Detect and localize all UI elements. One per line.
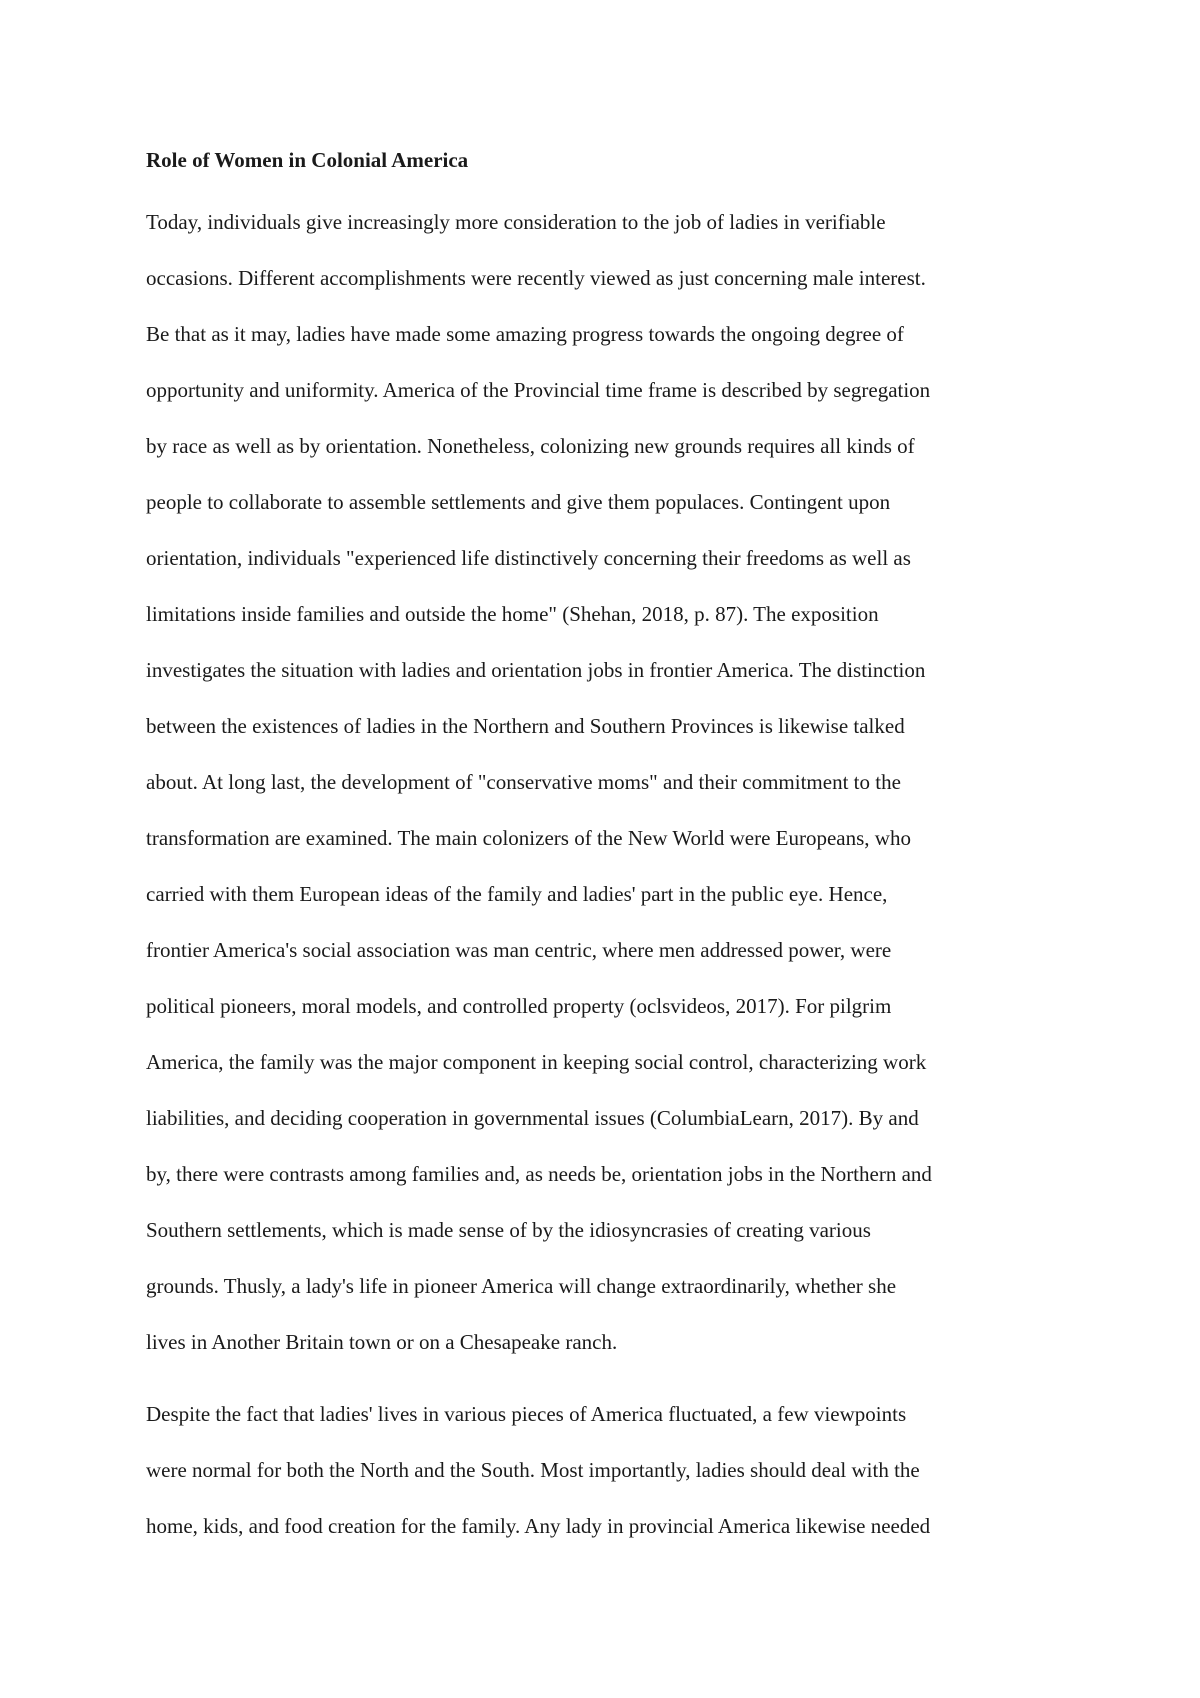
text-line: frontier America's social association was man centric, where men addressed power, were: [146, 938, 892, 962]
paragraph: [146, 194, 1076, 1370]
paragraph: [146, 1386, 1076, 1554]
text-line: liabilities, and deciding cooperation in governmental issues (ColumbiaLearn, 2017). By and: [146, 1106, 919, 1130]
text-line: America, the family was the major component in keeping social control, characterizing work: [146, 1050, 927, 1074]
document-page: [146, 140, 1076, 1554]
text-line: by, there were contrasts among families and, as needs be, orientation jobs in the Northern and: [146, 1162, 932, 1186]
text-line: transformation are examined. The main colonizers of the New World were Europeans, who: [146, 826, 911, 850]
text-line: between the existences of ladies in the Northern and Southern Provinces is likewise talked: [146, 714, 905, 738]
text-line: Southern settlements, which is made sense of by the idiosyncrasies of creating various: [146, 1218, 871, 1242]
text-line: opportunity and uniformity. America of the Provincial time frame is described by segregation: [146, 378, 931, 402]
text-line: about. At long last, the development of "conservative moms" and their commitment to the: [146, 770, 901, 794]
text-line: by race as well as by orientation. Nonetheless, colonizing new grounds requires all kinds of: [146, 434, 915, 458]
text-line: carried with them European ideas of the family and ladies' part in the public eye. Hence,: [146, 882, 888, 906]
text-line: were normal for both the North and the South. Most importantly, ladies should deal with the: [146, 1458, 920, 1482]
document-body: [146, 194, 1076, 1554]
text-line: occasions. Different accomplishments were recently viewed as just concerning male interest.: [146, 266, 926, 290]
text-line: Today, individuals give increasingly more consideration to the job of ladies in verifiable: [146, 210, 886, 234]
document-title: Role of Women in Colonial America: [146, 148, 469, 172]
text-line: people to collaborate to assemble settlements and give them populaces. Contingent upon: [146, 490, 891, 514]
text-line: investigates the situation with ladies and orientation jobs in frontier America. The distinction: [146, 658, 926, 682]
text-line: political pioneers, moral models, and controlled property (oclsvideos, 2017). For pilgrim: [146, 994, 892, 1018]
text-line: orientation, individuals "experienced life distinctively concerning their freedoms as well as: [146, 546, 911, 570]
text-line: home, kids, and food creation for the family. Any lady in provincial America likewise needed: [146, 1514, 931, 1538]
text-line: Despite the fact that ladies' lives in various pieces of America fluctuated, a few viewpoints: [146, 1402, 907, 1426]
text-line: lives in Another Britain town or on a Chesapeake ranch.: [146, 1330, 618, 1354]
text-line: Be that as it may, ladies have made some amazing progress towards the ongoing degree of: [146, 322, 904, 346]
text-line: grounds. Thusly, a lady's life in pioneer America will change extraordinarily, whether she: [146, 1274, 897, 1298]
text-line: limitations inside families and outside the home" (Shehan, 2018, p. 87). The exposition: [146, 602, 879, 626]
